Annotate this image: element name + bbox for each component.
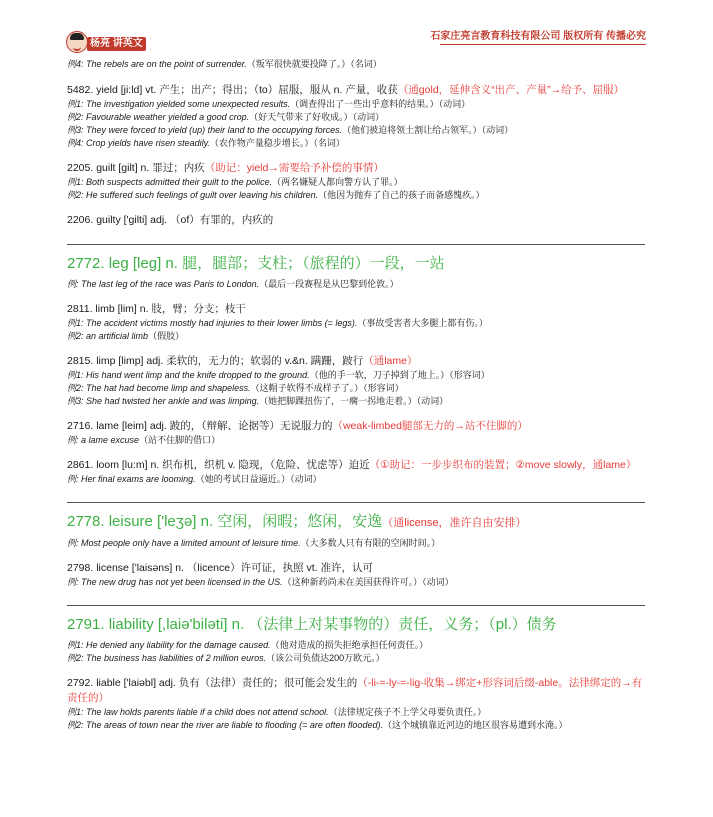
example-line: 例1: His hand went limp and the knife dropped to the ground.（他的手一软，刀子掉到了地上。）（形容词） <box>67 370 490 380</box>
example-english: The rebels are on the point of surrender. <box>86 59 247 69</box>
example-line: 例2: Favourable weather yielded a good crop.（好天气带来了好收成。）（动词） <box>67 112 385 122</box>
avatar-icon <box>66 31 88 53</box>
example-line: 例3: She had twisted her ankle and was limping.（她把脚踝扭伤了，一瘸一拐地走着。）（动词） <box>67 396 449 406</box>
section-heading: 2791. liability [,laiə'biləti] n. （法律上对某事物的）责任，义务；（pl.）债务 <box>67 616 557 633</box>
entry-definition: 2811. limb [lim] n. 肢，臂；分支；枝干 <box>67 303 246 315</box>
example-line: 例: a lame excuse（站不住脚的借口） <box>67 435 221 445</box>
example-line: 例2: The business has liabilities of 2 million euros.（该公司负债达200万欧元。） <box>67 653 385 663</box>
entry-definition: 2798. license ['laisəns] n. （licence）许可证，执照 vt. 准许，认可 <box>67 562 374 574</box>
mnemonic-note: （通license，准许自由安排） <box>382 517 527 529</box>
entry-loom <box>67 458 645 486</box>
entry-liability <box>67 615 645 665</box>
example-line: 例3: They were forced to yield (up) their land to the occupying forces.（他们被迫将领土割让给占领军。）（动词） <box>67 125 514 135</box>
mnemonic-note: （通lame） <box>363 355 418 367</box>
copyright-notice: 石家庄亮言教育科技有限公司 版权所有 传播必究 <box>430 31 646 42</box>
example-line: 例1: The investigation yielded some unexpected results.（调查得出了一些出乎意料的结果。）（动词） <box>67 99 471 109</box>
entry-liable <box>67 676 645 732</box>
example-line: 例2: an artificial limb（假肢） <box>67 331 185 341</box>
example-line: 例2: He suffered such feelings of guilt over leaving his children.（他因为抛弃了自己的孩子而备感愧疚。） <box>67 190 485 200</box>
mnemonic-note: （weak-limbed腿部无力的→站不住脚的） <box>332 420 528 432</box>
section-divider <box>67 605 645 606</box>
example-line: 例: The last leg of the race was Paris to London.（最后一段赛程是从巴黎到伦敦。） <box>67 279 399 289</box>
section-divider <box>67 502 645 503</box>
section-heading: 2778. leisure ['leʒə] n. 空闲，闲暇；悠闲，安逸（通license，准许自由安排） <box>67 513 527 530</box>
entry-definition <box>67 83 645 98</box>
example-label: 例4: <box>67 59 84 69</box>
mnemonic-note: （通gold，延伸含义“出产、产量”→给予、屈服） <box>397 84 625 96</box>
logo-text: 杨亮 讲英文 <box>87 37 146 51</box>
mnemonic-note: （-li-=-ly-=-lig-收集→绑定+形容词后缀-able。法律绑定的→有责任的） <box>67 677 643 704</box>
example-chinese: （叛军很快就要投降了。）（名词） <box>246 59 382 69</box>
example-line: 例1: The accident victims mostly had injuries to their lower limbs (= legs).（事故受害者大多腿上都有伤。） <box>67 318 488 328</box>
mnemonic-note: （①助记：一步步织布的装置；②move slowly，通lame） <box>369 459 637 471</box>
header-divider <box>440 44 646 45</box>
example-line: 例1: He denied any liability for the damage caused.（他对造成的损失拒绝承担任何责任。） <box>67 640 429 650</box>
example-line: 例: Most people only have a limited amount of leisure time.（大多数人只有有限的空闲时间。） <box>67 538 441 548</box>
section-divider <box>67 244 645 245</box>
entry-guilt <box>67 161 645 202</box>
entry-limp <box>67 354 645 408</box>
vocabulary-document <box>67 58 645 732</box>
mnemonic-note: （助记：yield→需要给予补偿的事情） <box>204 162 384 174</box>
section-heading: 2772. leg [leg] n. 腿，腿部；支柱；（旅程的）一段，一站 <box>67 255 445 272</box>
example-line: 例4: Crop yields have risen steadily.（农作物产量稳步增长。）（名词） <box>67 138 345 148</box>
entry-text: 5482. yield [ji:ld] vt. 产生；出产；得出；（to）屈服，服从 n. 产量，收获 <box>67 84 398 96</box>
example-line: 例2: The hat had become limp and shapeless.（这帽子软得不成样子了。）（形容词） <box>67 383 404 393</box>
example-line: 例1: The law holds parents liable if a child does not attend school.（法律规定孩子不上学父母要负责任。） <box>67 707 487 717</box>
entry-lame <box>67 419 645 447</box>
example-line: 例: The new drug has not yet been licensed in the US.（这种新药尚未在美国获得许可。）（动词） <box>67 577 454 587</box>
page-header <box>0 0 713 60</box>
entry-license <box>67 561 645 589</box>
entry-guilty <box>67 213 645 228</box>
example-line: 例: Her final exams are looming.（她的考试日益逼近。）（动词） <box>67 474 322 484</box>
entry-limb <box>67 302 645 343</box>
entry-definition: 2861. loom [lu:m] n. 织布机，织机 v. 隐现，（危险、忧虑等）迫近（①助记：一步步织布的装置；②move slowly，通lame） <box>67 459 637 471</box>
entry-definition: 2792. liable ['laiəbl] adj. 负有（法律）责任的；很可能会发生的（-li-=-ly-=-lig-收集→绑定+形容词后缀-able。法律绑定的→有责任的） <box>67 677 643 704</box>
entry-yield <box>67 83 645 150</box>
example-line <box>67 58 645 71</box>
brand-logo <box>66 31 142 55</box>
entry-definition: 2205. guilt [gilt] n. 罪过；内疚（助记：yield→需要给予补偿的事情） <box>67 162 384 174</box>
example-line: 例1: Both suspects admitted their guilt to the police.（两名嫌疑人都向警方认了罪。） <box>67 177 403 187</box>
entry-leisure <box>67 512 645 550</box>
entry-leg <box>67 254 645 291</box>
example-line: 例2: The areas of town near the river are liable to flooding (= are often flooded).（这个城镇靠近河边的地区很容易遭到水淹。） <box>67 720 568 730</box>
entry-definition: 2206. guilty ['gilti] adj. （of）有罪的，内疚的 <box>67 214 274 226</box>
entry-definition: 2716. lame [leim] adj. 跛的，（辩解、论据等）无说服力的（weak-limbed腿部无力的→站不住脚的） <box>67 420 528 432</box>
entry-definition: 2815. limp [limp] adj. 柔软的，无力的；软弱的 v.&n. 蹒跚，跛行（通lame） <box>67 355 418 367</box>
